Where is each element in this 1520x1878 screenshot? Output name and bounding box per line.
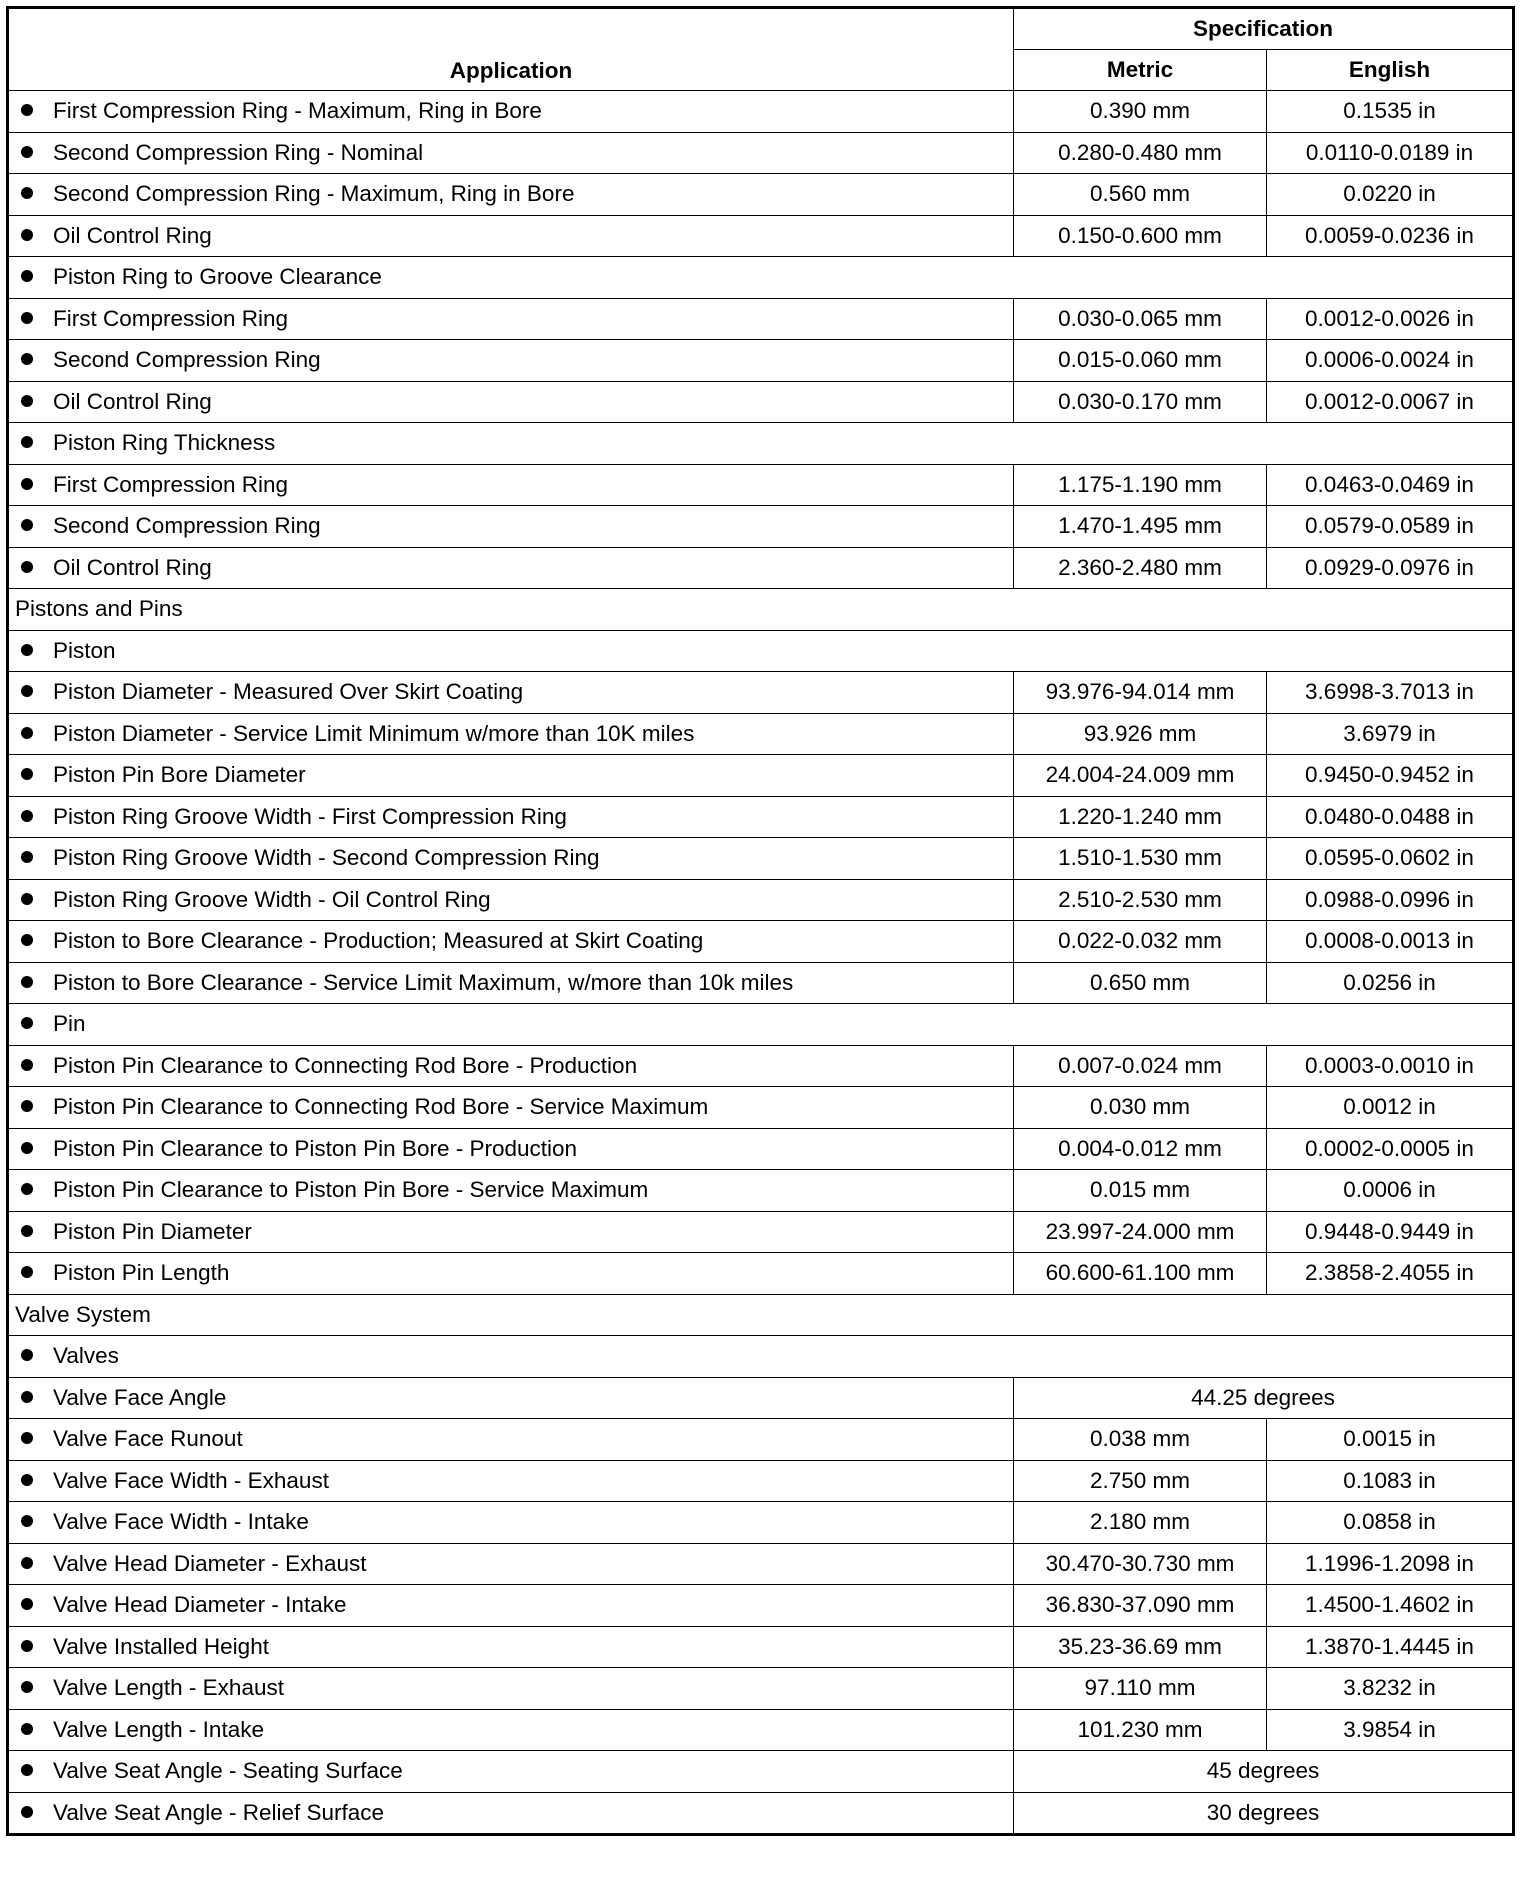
- metric-value: 35.23-36.69 mm: [1014, 1626, 1267, 1668]
- application-cell: [8, 132, 1014, 174]
- table-row: [8, 132, 1514, 174]
- english-value: 1.4500-1.4602 in: [1267, 1585, 1514, 1627]
- bullet-icon: [21, 1142, 33, 1154]
- application-cell: [8, 1336, 1514, 1378]
- table-row: [8, 1253, 1514, 1295]
- application-label: Oil Control Ring: [53, 554, 212, 580]
- application-cell: [8, 1419, 1014, 1461]
- section-label: Valve System: [8, 1294, 1514, 1336]
- metric-value: 0.280-0.480 mm: [1014, 132, 1267, 174]
- bullet-icon: [21, 1557, 33, 1569]
- application-label: Oil Control Ring: [53, 388, 212, 414]
- application-label: Piston Pin Diameter: [53, 1218, 252, 1244]
- metric-value: 97.110 mm: [1014, 1668, 1267, 1710]
- table-row: [8, 1419, 1514, 1461]
- application-cell: [8, 91, 1014, 133]
- table-row: [8, 506, 1514, 548]
- bullet-icon: [21, 1391, 33, 1403]
- metric-value: 0.150-0.600 mm: [1014, 215, 1267, 257]
- application-label: Valve Seat Angle - Seating Surface: [53, 1758, 403, 1784]
- application-label: First Compression Ring - Maximum, Ring in Bore: [53, 98, 542, 124]
- application-cell: [8, 838, 1014, 880]
- bullet-icon: [21, 851, 33, 863]
- bullet-icon: [21, 644, 33, 656]
- bullet-icon: [21, 1349, 33, 1361]
- application-cell: [8, 423, 1514, 465]
- bullet-icon: [21, 1474, 33, 1486]
- application-label: Second Compression Ring - Nominal: [53, 139, 424, 165]
- application-cell: [8, 1087, 1014, 1129]
- metric-value: 0.015-0.060 mm: [1014, 340, 1267, 382]
- english-value: 0.0012 in: [1267, 1087, 1514, 1129]
- metric-value: 0.015 mm: [1014, 1170, 1267, 1212]
- table-row: [8, 1626, 1514, 1668]
- table-row: [8, 215, 1514, 257]
- specification-table: [6, 6, 1515, 1836]
- table-row: [8, 1377, 1514, 1419]
- header-specification: Specification: [1014, 8, 1514, 50]
- bullet-icon: [21, 395, 33, 407]
- metric-value: 1.510-1.530 mm: [1014, 838, 1267, 880]
- application-label: Second Compression Ring - Maximum, Ring in Bore: [53, 181, 575, 207]
- english-value: 0.0463-0.0469 in: [1267, 464, 1514, 506]
- table-row: [8, 1792, 1514, 1835]
- application-label: Piston to Bore Clearance - Service Limit Maximum, w/more than 10k miles: [53, 969, 794, 995]
- table-row: [8, 1502, 1514, 1544]
- english-value: 0.0012-0.0026 in: [1267, 298, 1514, 340]
- application-cell: [8, 1709, 1014, 1751]
- bullet-icon: [21, 768, 33, 780]
- bullet-icon: [21, 561, 33, 573]
- table-row: [8, 796, 1514, 838]
- english-value: 0.0015 in: [1267, 1419, 1514, 1461]
- header-english: English: [1267, 50, 1514, 91]
- table-row: [8, 1668, 1514, 1710]
- table-row: [8, 464, 1514, 506]
- bullet-icon: [21, 1100, 33, 1112]
- bullet-icon: [21, 229, 33, 241]
- english-value: 0.0012-0.0067 in: [1267, 381, 1514, 423]
- application-cell: [8, 1128, 1014, 1170]
- application-cell: [8, 713, 1014, 755]
- application-cell: [8, 506, 1014, 548]
- application-cell: [8, 1004, 1514, 1046]
- application-label: First Compression Ring: [53, 471, 289, 497]
- english-value: 0.0480-0.0488 in: [1267, 796, 1514, 838]
- application-label: Valve Installed Height: [53, 1633, 269, 1659]
- bullet-icon: [21, 312, 33, 324]
- table-row: [8, 1087, 1514, 1129]
- application-label: Piston Ring Groove Width - Oil Control Ring: [53, 886, 491, 912]
- header-application: Application: [8, 8, 1014, 91]
- metric-value: 60.600-61.100 mm: [1014, 1253, 1267, 1295]
- bullet-icon: [21, 1017, 33, 1029]
- english-value: 0.1535 in: [1267, 91, 1514, 133]
- application-label: Piston: [53, 637, 116, 663]
- application-cell: [8, 1253, 1014, 1295]
- application-cell: [8, 174, 1014, 216]
- english-value: 0.0595-0.0602 in: [1267, 838, 1514, 880]
- subheading-row: [8, 1004, 1514, 1046]
- application-cell: [8, 1585, 1014, 1627]
- metric-value: 0.038 mm: [1014, 1419, 1267, 1461]
- bullet-icon: [21, 1432, 33, 1444]
- combined-value: 44.25 degrees: [1014, 1377, 1514, 1419]
- application-cell: [8, 1502, 1014, 1544]
- english-value: 0.0002-0.0005 in: [1267, 1128, 1514, 1170]
- application-cell: [8, 1460, 1014, 1502]
- section-row: [8, 589, 1514, 631]
- application-cell: [8, 630, 1514, 672]
- subheading-row: [8, 257, 1514, 299]
- metric-value: 2.180 mm: [1014, 1502, 1267, 1544]
- application-label: Valve Head Diameter - Exhaust: [53, 1550, 367, 1576]
- english-value: 0.0003-0.0010 in: [1267, 1045, 1514, 1087]
- english-value: 2.3858-2.4055 in: [1267, 1253, 1514, 1295]
- subheading-row: [8, 630, 1514, 672]
- bullet-icon: [21, 934, 33, 946]
- application-cell: [8, 1543, 1014, 1585]
- application-cell: [8, 1751, 1014, 1793]
- application-cell: [8, 755, 1014, 797]
- application-cell: [8, 215, 1014, 257]
- bullet-icon: [21, 1266, 33, 1278]
- english-value: 0.0256 in: [1267, 962, 1514, 1004]
- metric-value: 1.175-1.190 mm: [1014, 464, 1267, 506]
- table-row: [8, 340, 1514, 382]
- metric-value: 1.220-1.240 mm: [1014, 796, 1267, 838]
- application-cell: [8, 962, 1014, 1004]
- application-cell: [8, 796, 1014, 838]
- table-row: [8, 1460, 1514, 1502]
- application-label: Piston Ring to Groove Clearance: [53, 264, 382, 290]
- english-value: 0.1083 in: [1267, 1460, 1514, 1502]
- bullet-icon: [21, 727, 33, 739]
- metric-value: 36.830-37.090 mm: [1014, 1585, 1267, 1627]
- application-label: Piston Ring Groove Width - First Compression Ring: [53, 803, 567, 829]
- metric-value: 0.030-0.065 mm: [1014, 298, 1267, 340]
- english-value: 0.0929-0.0976 in: [1267, 547, 1514, 589]
- application-cell: [8, 1211, 1014, 1253]
- application-label: Valve Length - Intake: [53, 1716, 264, 1742]
- bullet-icon: [21, 976, 33, 988]
- section-label: Pistons and Pins: [8, 589, 1514, 631]
- table-row: [8, 672, 1514, 714]
- bullet-icon: [21, 436, 33, 448]
- application-label: First Compression Ring: [53, 305, 289, 331]
- application-cell: [8, 1626, 1014, 1668]
- english-value: 0.0220 in: [1267, 174, 1514, 216]
- metric-value: 24.004-24.009 mm: [1014, 755, 1267, 797]
- table-row: [8, 1128, 1514, 1170]
- table-row: [8, 1170, 1514, 1212]
- application-label: Second Compression Ring: [53, 347, 321, 373]
- subheading-row: [8, 1336, 1514, 1378]
- application-label: Piston Pin Clearance to Piston Pin Bore - Production: [53, 1135, 578, 1161]
- metric-value: 0.650 mm: [1014, 962, 1267, 1004]
- bullet-icon: [21, 1723, 33, 1735]
- bullet-icon: [21, 1598, 33, 1610]
- english-value: 0.9450-0.9452 in: [1267, 755, 1514, 797]
- application-label: Valve Face Angle: [53, 1384, 227, 1410]
- application-cell: [8, 464, 1014, 506]
- application-label: Valve Seat Angle - Relief Surface: [53, 1799, 385, 1825]
- application-cell: [8, 1377, 1014, 1419]
- bullet-icon: [21, 810, 33, 822]
- english-value: 3.9854 in: [1267, 1709, 1514, 1751]
- metric-value: 0.390 mm: [1014, 91, 1267, 133]
- english-value: 3.8232 in: [1267, 1668, 1514, 1710]
- metric-value: 0.030-0.170 mm: [1014, 381, 1267, 423]
- english-value: 1.1996-1.2098 in: [1267, 1543, 1514, 1585]
- application-label: Valve Head Diameter - Intake: [53, 1592, 347, 1618]
- english-value: 0.0988-0.0996 in: [1267, 879, 1514, 921]
- english-value: 0.0858 in: [1267, 1502, 1514, 1544]
- application-label: Valve Face Runout: [53, 1426, 243, 1452]
- table-row: [8, 1045, 1514, 1087]
- application-cell: [8, 1170, 1014, 1212]
- application-label: Valve Face Width - Intake: [53, 1509, 309, 1535]
- application-cell: [8, 672, 1014, 714]
- metric-value: 0.007-0.024 mm: [1014, 1045, 1267, 1087]
- application-cell: [8, 340, 1014, 382]
- metric-value: 2.510-2.530 mm: [1014, 879, 1267, 921]
- bullet-icon: [21, 1515, 33, 1527]
- application-label: Valve Length - Exhaust: [53, 1675, 284, 1701]
- application-cell: [8, 1792, 1014, 1835]
- english-value: 0.0059-0.0236 in: [1267, 215, 1514, 257]
- table-row: [8, 1709, 1514, 1751]
- bullet-icon: [21, 1059, 33, 1071]
- metric-value: 23.997-24.000 mm: [1014, 1211, 1267, 1253]
- application-label: Piston Pin Bore Diameter: [53, 762, 306, 788]
- application-label: Piston Pin Clearance to Connecting Rod Bore - Service Maximum: [53, 1094, 709, 1120]
- english-value: 0.9448-0.9449 in: [1267, 1211, 1514, 1253]
- bullet-icon: [21, 104, 33, 116]
- application-cell: [8, 298, 1014, 340]
- metric-value: 0.560 mm: [1014, 174, 1267, 216]
- english-value: 3.6998-3.7013 in: [1267, 672, 1514, 714]
- combined-value: 30 degrees: [1014, 1792, 1514, 1835]
- table-row: [8, 381, 1514, 423]
- application-cell: [8, 381, 1014, 423]
- bullet-icon: [21, 1640, 33, 1652]
- metric-value: 93.926 mm: [1014, 713, 1267, 755]
- english-value: 0.0006 in: [1267, 1170, 1514, 1212]
- metric-value: 0.030 mm: [1014, 1087, 1267, 1129]
- application-label: Piston Ring Thickness: [53, 430, 276, 456]
- english-value: 0.0006-0.0024 in: [1267, 340, 1514, 382]
- bullet-icon: [21, 1225, 33, 1237]
- table-row: [8, 1211, 1514, 1253]
- metric-value: 0.022-0.032 mm: [1014, 921, 1267, 963]
- application-cell: [8, 257, 1514, 299]
- english-value: 0.0579-0.0589 in: [1267, 506, 1514, 548]
- table-row: [8, 755, 1514, 797]
- english-value: 3.6979 in: [1267, 713, 1514, 755]
- application-label: Pin: [53, 1011, 86, 1037]
- table-row: [8, 1751, 1514, 1793]
- application-label: Valves: [53, 1343, 119, 1369]
- english-value: 0.0008-0.0013 in: [1267, 921, 1514, 963]
- table-row: [8, 1543, 1514, 1585]
- bullet-icon: [21, 1806, 33, 1818]
- application-label: Valve Face Width - Exhaust: [53, 1467, 329, 1493]
- application-label: Piston Pin Clearance to Piston Pin Bore - Service Maximum: [53, 1177, 649, 1203]
- metric-value: 30.470-30.730 mm: [1014, 1543, 1267, 1585]
- application-label: Piston Diameter - Service Limit Minimum w/more than 10K miles: [53, 720, 695, 746]
- table-row: [8, 547, 1514, 589]
- table-row: [8, 962, 1514, 1004]
- table-row: [8, 921, 1514, 963]
- bullet-icon: [21, 685, 33, 697]
- metric-value: 2.750 mm: [1014, 1460, 1267, 1502]
- bullet-icon: [21, 519, 33, 531]
- application-label: Piston to Bore Clearance - Production; Measured at Skirt Coating: [53, 928, 704, 954]
- table-row: [8, 1585, 1514, 1627]
- application-label: Oil Control Ring: [53, 222, 212, 248]
- table-row: [8, 879, 1514, 921]
- table-row: [8, 713, 1514, 755]
- english-value: 1.3870-1.4445 in: [1267, 1626, 1514, 1668]
- bullet-icon: [21, 146, 33, 158]
- bullet-icon: [21, 893, 33, 905]
- bullet-icon: [21, 353, 33, 365]
- bullet-icon: [21, 1183, 33, 1195]
- combined-value: 45 degrees: [1014, 1751, 1514, 1793]
- application-label: Piston Pin Clearance to Connecting Rod Bore - Production: [53, 1052, 638, 1078]
- metric-value: 1.470-1.495 mm: [1014, 506, 1267, 548]
- metric-value: 93.976-94.014 mm: [1014, 672, 1267, 714]
- table-row: [8, 91, 1514, 133]
- application-cell: [8, 921, 1014, 963]
- application-cell: [8, 547, 1014, 589]
- bullet-icon: [21, 1681, 33, 1693]
- table-row: [8, 838, 1514, 880]
- metric-value: 0.004-0.012 mm: [1014, 1128, 1267, 1170]
- subheading-row: [8, 423, 1514, 465]
- english-value: 0.0110-0.0189 in: [1267, 132, 1514, 174]
- bullet-icon: [21, 1764, 33, 1776]
- header-metric: Metric: [1014, 50, 1267, 91]
- metric-value: 2.360-2.480 mm: [1014, 547, 1267, 589]
- bullet-icon: [21, 478, 33, 490]
- section-row: [8, 1294, 1514, 1336]
- application-cell: [8, 1045, 1014, 1087]
- application-label: Piston Pin Length: [53, 1260, 230, 1286]
- application-label: Piston Diameter - Measured Over Skirt Coating: [53, 679, 524, 705]
- application-cell: [8, 879, 1014, 921]
- application-label: Piston Ring Groove Width - Second Compression Ring: [53, 845, 600, 871]
- table-row: [8, 174, 1514, 216]
- application-cell: [8, 1668, 1014, 1710]
- application-label: Second Compression Ring: [53, 513, 321, 539]
- table-row: [8, 298, 1514, 340]
- bullet-icon: [21, 270, 33, 282]
- bullet-icon: [21, 187, 33, 199]
- metric-value: 101.230 mm: [1014, 1709, 1267, 1751]
